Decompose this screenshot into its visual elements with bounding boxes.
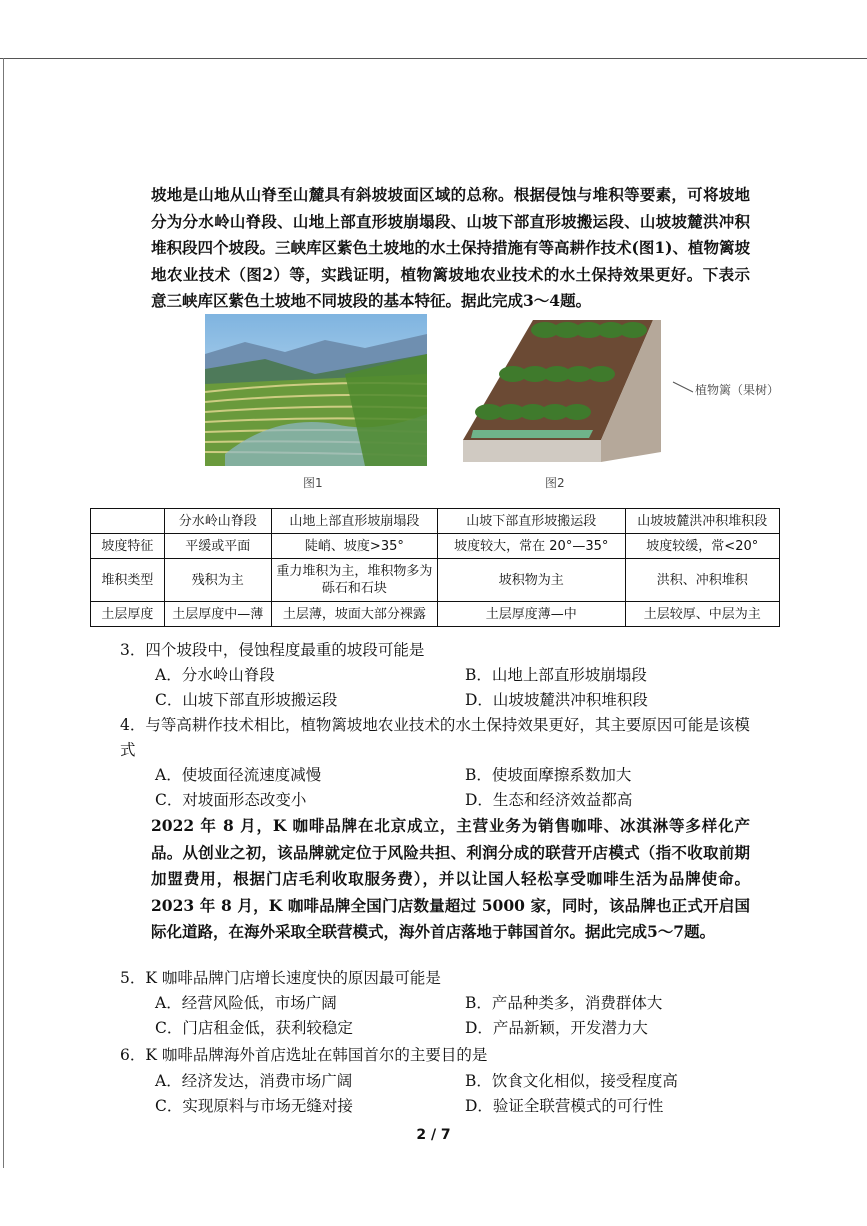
left-border	[3, 58, 4, 1168]
passage-coffee: 2022 年 8 月，K 咖啡品牌在北京成立，主营业务为销售咖啡、冰淇淋等多样化产品。从创业之初，该品牌就定位于风险共担、利润分成的联营开店模式（指不收取前期加盟费用，根据门店毛利收取服务费），并以让国人轻松享受咖啡生活为品牌使命。2023 年 8 月，K 咖啡品牌全国门店数量超过 5000 家，同时，该品牌也正式开启国际化道路，在海外采取全联营模式，海外首店落地于韩国首尔。据此完成5～7题。	[151, 816, 750, 941]
q4-option-b: B．使坡面摩擦系数加大	[465, 766, 632, 784]
q3-option-b: B．山地上部直形坡崩塌段	[465, 666, 647, 684]
q6-option-b: B．饮食文化相似，接受程度高	[465, 1072, 678, 1090]
figure-2-label: 植物篱（果树）	[695, 383, 780, 397]
q6-option-d: D．验证全联营模式的可行性	[465, 1097, 664, 1115]
q5-option-d: D．产品新颖，开发潜力大	[465, 1019, 648, 1037]
question-5-stem: 5．K 咖啡品牌门店增长速度快的原因最可能是	[120, 969, 441, 987]
passage-slope: 坡地是山地从山脊至山麓具有斜坡坡面区域的总称。根据侵蚀与堆积等要素，可将坡地分为分水岭山脊段、山地上部直形坡崩塌段、山坡下部直形坡搬运段、山坡坡麓洪冲积堆积段四个坡段。三峡库区紫色土坡地的水土保持措施有等高耕作技术(图1)、植物篱坡地农业技术（图2）等，实践证明，植物篱坡地农业技术的水土保持效果更好。下表示意三峡库区紫色土坡地不同坡段的基本特征。据此完成3～4题。	[151, 185, 750, 310]
top-border	[0, 58, 867, 59]
q6-option-a: A．经济发达，消费市场广阔	[155, 1072, 353, 1090]
table-row: 土层厚度 土层厚度中—薄 土层薄，坡面大部分裸露 土层厚度薄—中 土层较厚、中层为主	[91, 602, 780, 627]
table-header-row: 分水岭山脊段 山地上部直形坡崩塌段 山坡下部直形坡搬运段 山坡坡麓洪冲积堆积段	[91, 509, 780, 534]
question-6-stem: 6．K 咖啡品牌海外首店选址在韩国首尔的主要目的是	[120, 1046, 488, 1064]
q3-option-a: A．分水岭山脊段	[155, 666, 275, 684]
figure-1-caption: 图1	[303, 476, 323, 490]
figures	[205, 312, 797, 494]
table-row: 堆积类型 残积为主 重力堆积为主，堆积物多为砾石和石块 坡积物为主 洪积、冲积堆积	[91, 559, 780, 602]
q4-option-d: D．生态和经济效益都高	[465, 791, 633, 809]
table-row: 坡度特征 平缓或平面 陡峭、坡度>35° 坡度较大，常在 20°—35° 坡度较缓，常<20°	[91, 534, 780, 559]
question-3-stem: 3．四个坡段中，侵蚀程度最重的坡段可能是	[120, 641, 425, 659]
q5-option-c: C．门店租金低，获利较稳定	[155, 1019, 353, 1037]
figure-2-hedgerow-diagram	[463, 312, 797, 472]
q3-option-c: C．山坡下部直形坡搬运段	[155, 691, 338, 709]
slope-features-table	[90, 508, 780, 627]
q4-option-a: A．使坡面径流速度减慢	[155, 766, 322, 784]
page-number: 2 / 7	[416, 1127, 451, 1143]
q5-option-a: A．经营风险低，市场广阔	[155, 994, 337, 1012]
q4-option-c: C．对坡面形态改变小	[155, 791, 307, 809]
q6-option-c: C．实现原料与市场无缝对接	[155, 1097, 353, 1115]
q3-option-d: D．山坡坡麓洪冲积堆积段	[465, 691, 648, 709]
question-4-stem: 4．与等高耕作技术相比，植物篱坡地农业技术的水土保持效果更好，其主要原因可能是该模式	[120, 716, 750, 759]
q5-option-b: B．产品种类多，消费群体大	[465, 994, 663, 1012]
figure-1-terraces-photo	[205, 314, 427, 466]
figure-2-caption: 图2	[545, 476, 565, 490]
